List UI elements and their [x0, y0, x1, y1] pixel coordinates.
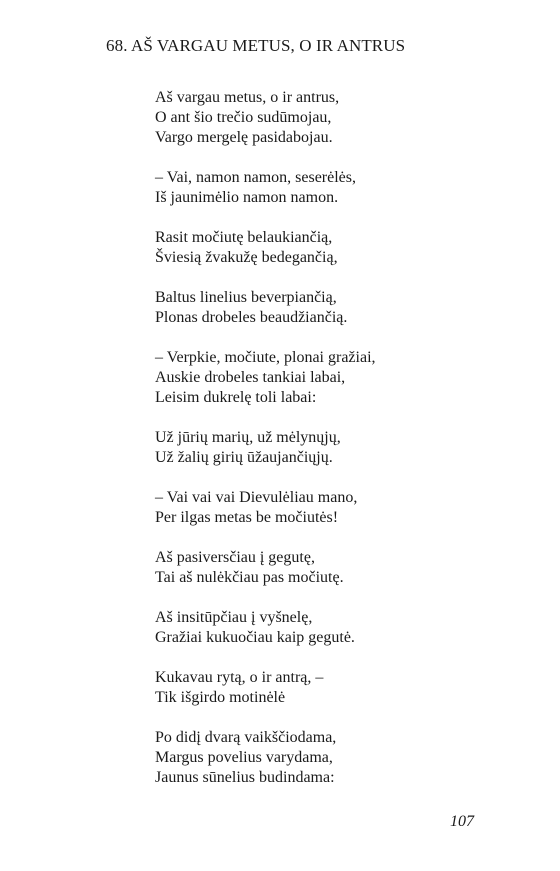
poem-line: Margus povelius varydama, — [155, 749, 333, 766]
poem-line: Auskie drobeles tankiai labai, — [155, 369, 346, 386]
stanza — [155, 548, 485, 588]
poem-line: Aš pasiversčiau į gegutę, — [155, 549, 315, 566]
poem-line: Plonas drobeles beaudžiančią. — [155, 309, 348, 326]
stanza — [155, 288, 485, 328]
stanza — [155, 88, 485, 148]
poem-line: Iš jaunimėlio namon namon. — [155, 189, 339, 206]
poem-line: – Vai vai vai Dievulėliau mano, — [155, 489, 358, 506]
poem-line: O ant šio trečio sudūmojau, — [155, 109, 332, 126]
poem-line: – Verpkie, močiute, plonai gražiai, — [155, 349, 376, 366]
poem-line: Rasit močiutę belaukiančią, — [155, 229, 333, 246]
poem-line: Baltus linelius beverpiančią, — [155, 289, 337, 306]
poem-line: Vargo mergelę pasidabojau. — [155, 129, 333, 146]
page-number: 107 — [450, 813, 474, 830]
poem-line: Už žalių girių ūžaujančiųjų. — [155, 449, 333, 466]
poem-line: Per ilgas metas be močiutės! — [155, 509, 339, 526]
stanza — [155, 488, 485, 528]
poem-line: Kukavau rytą, o ir antrą, – — [155, 669, 324, 686]
poem-line: Gražiai kukuočiau kaip gegutė. — [155, 629, 355, 646]
poem-line: Tik išgirdo motinėlė — [155, 689, 286, 706]
stanza — [155, 228, 485, 268]
poem-line: Jaunus sūnelius budindama: — [155, 769, 335, 786]
poem-line: Už jūrių marių, už mėlynųjų, — [155, 429, 341, 446]
poem-line: Leisim dukrelę toli labai: — [155, 389, 317, 406]
poem-title: 68. AŠ VARGAU METUS, O IR ANTRUS — [106, 36, 406, 55]
poem-line: Po didį dvarą vaikščiodama, — [155, 729, 337, 746]
stanza — [155, 668, 485, 708]
stanza — [155, 348, 485, 408]
poem-line: Aš vargau metus, o ir antrus, — [155, 89, 340, 106]
stanza — [155, 608, 485, 648]
stanza — [155, 728, 485, 788]
poem-line: Aš insitūpčiau į vyšnelę, — [155, 609, 313, 626]
stanza — [155, 428, 485, 468]
poem-line: Šviesią žvakužę bedegančią, — [155, 249, 338, 266]
poem-line: – Vai, namon namon, seserėlės, — [155, 169, 356, 186]
stanza — [155, 168, 485, 208]
poem-body — [155, 88, 485, 808]
poem-line: Tai aš nulėkčiau pas močiutę. — [155, 569, 344, 586]
